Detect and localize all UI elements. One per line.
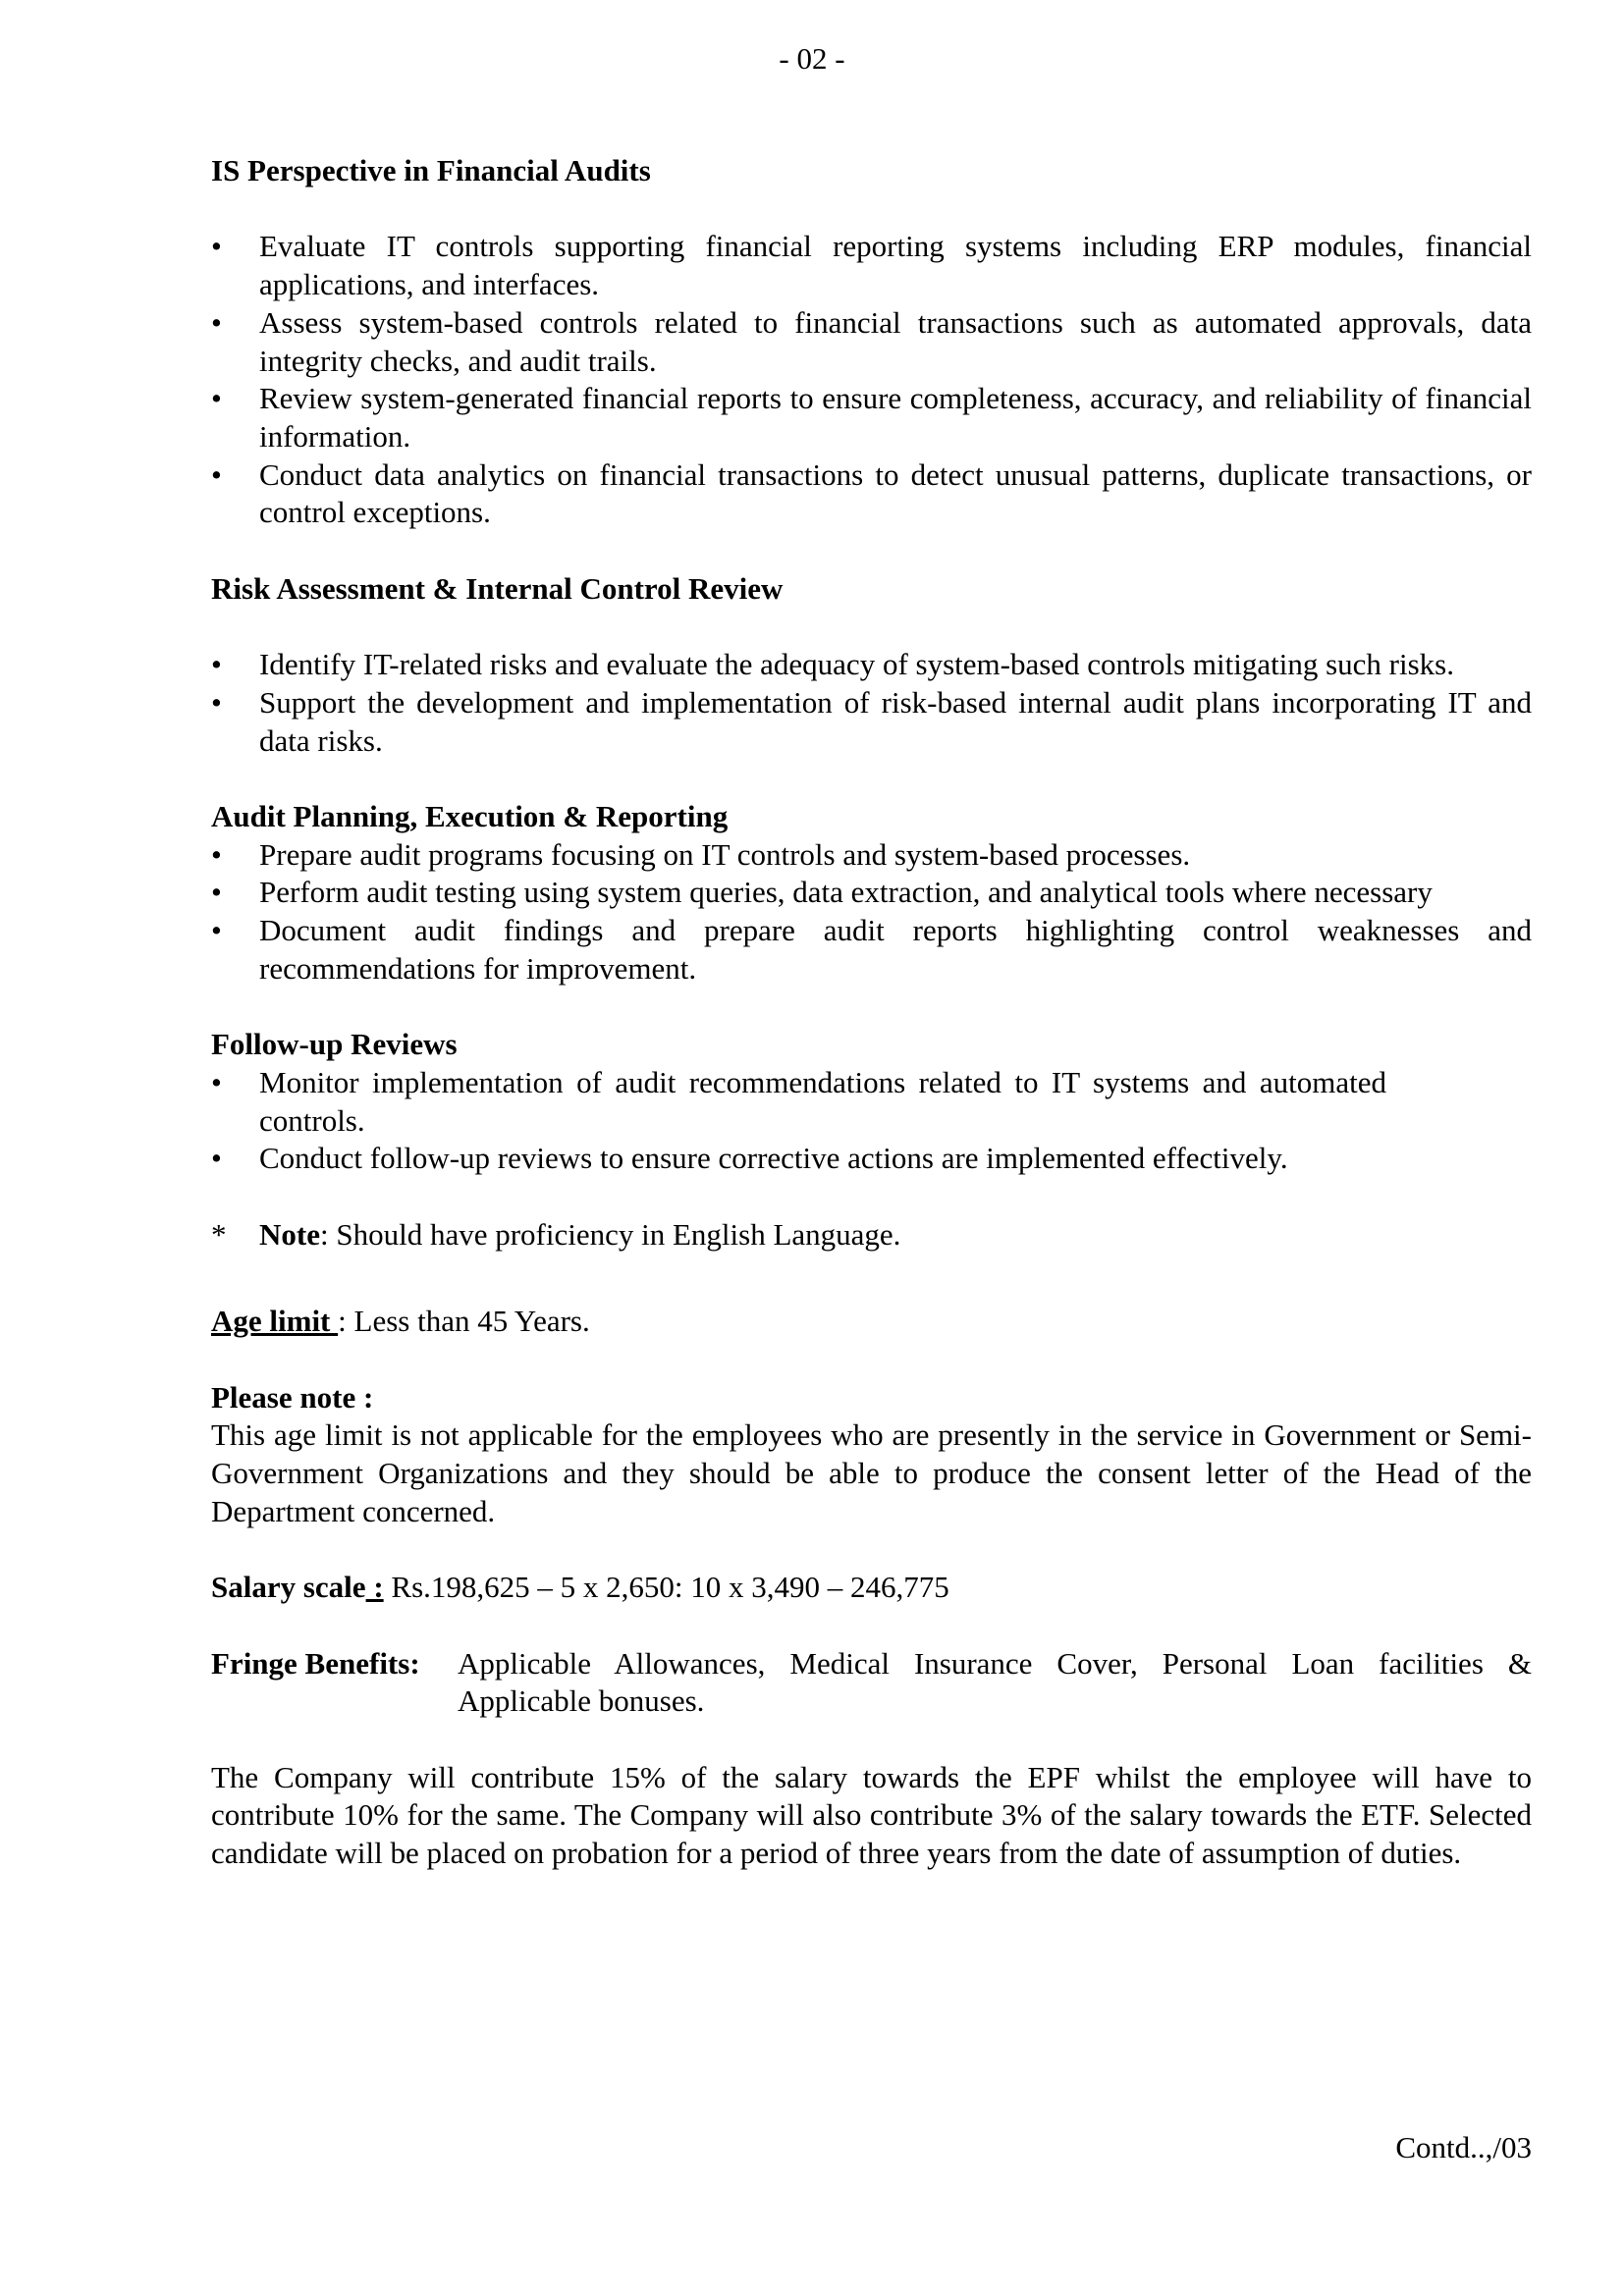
- bullet-icon: •: [211, 647, 222, 682]
- age-limit-label: Age limit: [211, 1304, 339, 1339]
- list-item: • Monitor implementation of audit recommendations related to IT systems and automated controls.: [211, 1064, 1386, 1138]
- asterisk-marker: *: [211, 1216, 227, 1252]
- please-note-text: This age limit is not applicable for the employees who are presently in the service in Government or Semi-Government Organizations and they should be able to produce the consent letter of the Head of the Department concerned.: [211, 1417, 1532, 1528]
- bullet-icon: •: [211, 1064, 222, 1099]
- bullet-icon: •: [211, 1141, 222, 1176]
- salary-line: [211, 1569, 1532, 1607]
- list-item: • Perform audit testing using system queries, data extraction, and analytical tools where necessary: [211, 874, 1532, 912]
- note-line: [211, 1216, 1532, 1255]
- list-item: • Conduct data analytics on financial transactions to detect unusual patterns, duplicate transactions, or control exceptions.: [211, 456, 1532, 530]
- list-item: • Evaluate IT controls supporting financial reporting systems including ERP modules, financial applications, and interfaces.: [211, 229, 1532, 302]
- section-title-is-perspective: IS Perspective in Financial Audits: [211, 153, 651, 187]
- list-item: • Conduct follow-up reviews to ensure corrective actions are implemented effectively.: [211, 1140, 1532, 1178]
- list-item: • Identify IT-related risks and evaluate the adequacy of system-based controls mitigating such risks.: [211, 646, 1532, 684]
- age-limit-line: [211, 1303, 1532, 1341]
- salary-text: Rs.198,625 – 5 x 2,650: 10 x 3,490 – 246,775: [383, 1570, 949, 1605]
- risk-assessment-list: [211, 646, 1532, 760]
- salary-colon: :: [365, 1570, 384, 1605]
- dot-icon: •: [211, 836, 222, 872]
- list-item: • Assess system-based controls related to financial transactions such as automated approvals, data integrity checks, and audit trails.: [211, 304, 1532, 378]
- age-limit-text: : Less than 45 Years.: [338, 1304, 590, 1339]
- list-item: • Prepare audit programs focusing on IT controls and system-based processes.: [211, 836, 1532, 875]
- please-note-title: Please note :: [211, 1379, 374, 1415]
- page-number: - 02 -: [779, 41, 845, 76]
- bullet-icon: •: [211, 229, 222, 264]
- list-item: • Document audit findings and prepare audit reports highlighting control weaknesses and recommendations for improvement.: [211, 913, 1532, 986]
- section-title-audit-planning: Audit Planning, Execution & Reporting: [211, 798, 729, 833]
- note-text: : Should have proficiency in English Language.: [319, 1216, 901, 1252]
- bullet-icon: •: [211, 684, 222, 720]
- bullet-icon: •: [211, 304, 222, 340]
- dot-icon: •: [211, 913, 222, 947]
- bullet-icon: •: [211, 381, 222, 416]
- fringe-benefits: [211, 1645, 1532, 1721]
- list-item: • Review system-generated financial reports to ensure completeness, accuracy, and reliability of financial information.: [211, 381, 1532, 454]
- section-title-risk-assessment: Risk Assessment & Internal Control Review: [211, 570, 784, 606]
- dot-icon: •: [211, 875, 222, 910]
- closing-paragraph: The Company will contribute 15% of the salary towards the EPF whilst the employee will have to contribute 10% for the same. The Company will also contribute 3% of the salary towards the ETF. Selected candidate will be placed on probation for a period of three years from the date of assumption of duties.: [211, 1759, 1532, 1871]
- continued-marker: Contd..,/03: [1395, 2130, 1532, 2164]
- audit-planning-list: [211, 836, 1532, 988]
- salary-label: Salary scale: [211, 1570, 366, 1605]
- list-item: • Support the development and implementation of risk-based internal audit plans incorporating IT and data risks.: [211, 684, 1532, 758]
- note-label: Note: [259, 1216, 320, 1252]
- is-perspective-list: [211, 228, 1532, 532]
- follow-up-list: [211, 1064, 1532, 1178]
- section-title-follow-up: Follow-up Reviews: [211, 1027, 458, 1062]
- bullet-icon: •: [211, 456, 222, 492]
- fringe-text: Applicable Allowances, Medical Insurance Cover, Personal Loan facilities & Applicable bonuses.: [458, 1645, 1532, 1719]
- document-body: [211, 152, 1532, 1873]
- fringe-label: Fringe Benefits:: [211, 1645, 420, 1681]
